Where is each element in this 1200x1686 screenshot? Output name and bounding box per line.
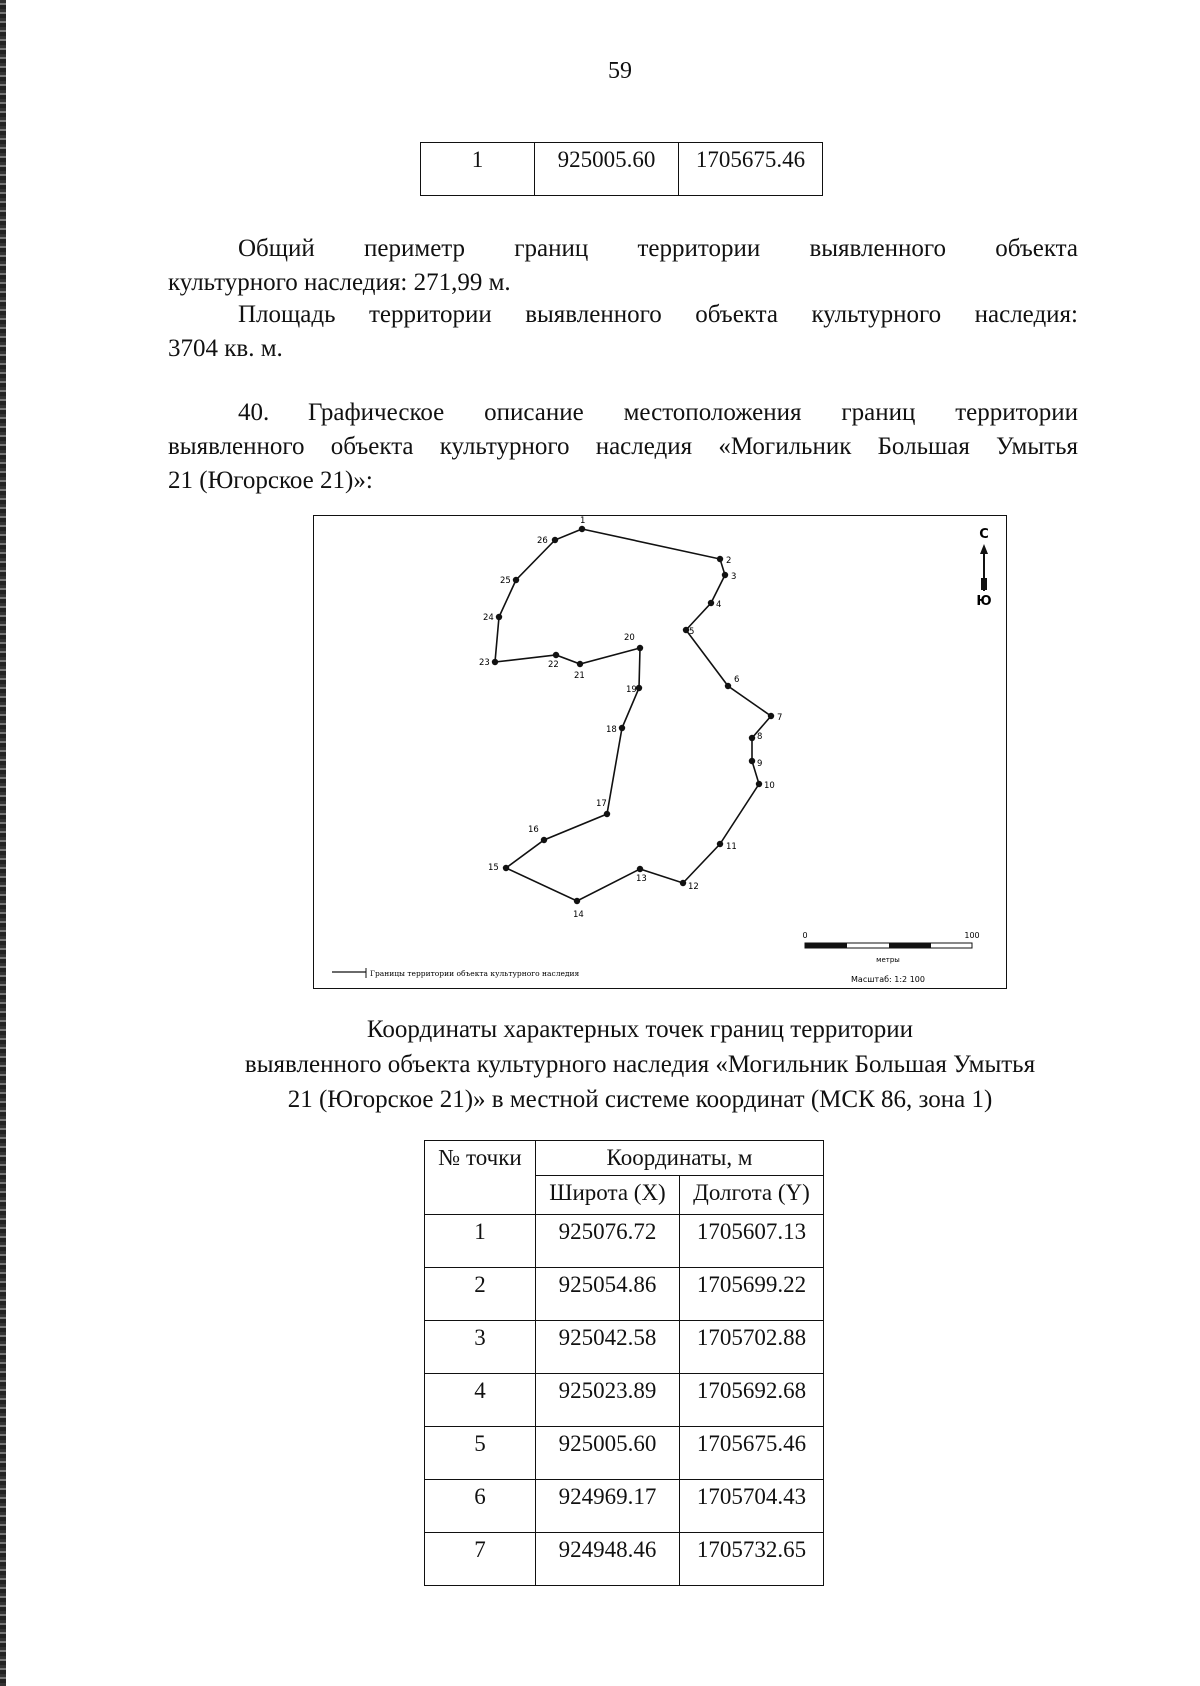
y-coordinate-cell: 1705675.46 [679, 143, 823, 196]
boundary-point-label: 13 [636, 874, 647, 884]
boundary-point-marker [604, 811, 610, 817]
north-label: С [979, 527, 989, 542]
header-point-number: № точки [425, 1141, 536, 1215]
boundary-point-label: 18 [606, 725, 617, 735]
boundary-point-label: 11 [726, 842, 737, 852]
point-number-cell: 5 [425, 1427, 536, 1480]
point-number-cell: 2 [425, 1268, 536, 1321]
section-number: 40. [238, 399, 270, 426]
boundary-point-label: 20 [624, 633, 635, 643]
boundary-point-marker [503, 865, 509, 871]
boundary-point-marker [492, 659, 498, 665]
coordinates-caption [140, 1012, 1140, 1117]
x-coordinate-cell: 924948.46 [536, 1533, 680, 1586]
scan-edge [0, 0, 6, 1686]
boundary-point-label: 25 [500, 576, 511, 586]
y-coordinate-cell: 1705699.22 [680, 1268, 824, 1321]
boundary-point-marker [637, 866, 643, 872]
caption-line-3: 21 (Югорское 21)» в местной системе координат (МСК 86, зона 1) [287, 1086, 993, 1113]
x-coordinate-cell: 925054.86 [536, 1268, 680, 1321]
y-coordinate-cell: 1705607.13 [680, 1215, 824, 1268]
boundary-point-label: 2 [726, 556, 732, 566]
y-coordinate-cell: 1705675.46 [680, 1427, 824, 1480]
boundary-point-marker [717, 841, 723, 847]
boundary-point-label: 8 [757, 732, 763, 742]
boundary-point-marker [577, 661, 583, 667]
scale-bar [802, 931, 979, 984]
boundary-point-marker [496, 614, 502, 620]
boundary-point-label: 3 [731, 572, 737, 582]
boundary-point-label: 12 [688, 882, 699, 892]
scale-zero-label: 0 [802, 931, 808, 940]
boundary-points [479, 516, 782, 920]
header-y: Долгота (Y) [680, 1176, 824, 1215]
x-coordinate-cell: 925023.89 [536, 1374, 680, 1427]
table-row [425, 1268, 824, 1321]
coordinates-table-body [425, 1215, 824, 1586]
table-row [425, 1480, 824, 1533]
table-row [425, 1321, 824, 1374]
boundary-point-marker [717, 556, 723, 562]
south-label: Ю [976, 594, 992, 609]
section-heading [168, 396, 1078, 498]
boundary-point-label: 17 [596, 799, 607, 809]
boundary-point-marker [619, 725, 625, 731]
coordinates-table-continuation [420, 142, 823, 196]
boundary-point-marker [708, 600, 714, 606]
x-coordinate-cell: 925042.58 [536, 1321, 680, 1374]
boundary-point-marker [749, 735, 755, 741]
y-coordinate-cell: 1705732.65 [680, 1533, 824, 1586]
table-row [421, 143, 823, 196]
legend-label: Границы территории объекта культурного наследия [370, 969, 580, 978]
area-line-2: 3704 кв. м. [168, 335, 283, 362]
table-header-row [425, 1141, 824, 1176]
boundary-point-marker [680, 880, 686, 886]
section-line-2: выявленного объекта культурного наследия «Могильник Большая Умытья [168, 433, 1078, 460]
table-row [425, 1215, 824, 1268]
page-number: 59 [608, 58, 632, 84]
point-number-cell: 1 [421, 143, 535, 196]
perimeter-line-1: Общий периметр границ территории выявленного объекта [238, 235, 1078, 262]
table-row [425, 1427, 824, 1480]
boundary-map [313, 515, 1007, 989]
area-paragraph [168, 298, 1078, 366]
x-coordinate-cell: 925005.60 [535, 143, 679, 196]
boundary-point-label: 19 [626, 685, 637, 695]
area-line-1: Площадь территории выявленного объекта культурного наследия: [238, 301, 1078, 328]
north-arrow [976, 527, 991, 609]
section-line-3: 21 (Югорское 21)»: [168, 467, 373, 494]
boundary-point-marker [722, 572, 728, 578]
north-arrow-tail [981, 578, 987, 590]
x-coordinate-cell: 925005.60 [536, 1427, 680, 1480]
perimeter-line-2: культурного наследия: 271,99 м. [168, 269, 511, 296]
boundary-point-marker [725, 683, 731, 689]
boundary-point-label: 6 [734, 675, 740, 685]
y-coordinate-cell: 1705692.68 [680, 1374, 824, 1427]
boundary-point-label: 16 [528, 825, 539, 835]
scale-max-label: 100 [964, 931, 980, 940]
boundary-point-label: 4 [716, 600, 722, 610]
point-number-cell: 7 [425, 1533, 536, 1586]
y-coordinate-cell: 1705702.88 [680, 1321, 824, 1374]
scale-bar-segment [805, 943, 847, 948]
point-number-cell: 6 [425, 1480, 536, 1533]
x-coordinate-cell: 925076.72 [536, 1215, 680, 1268]
point-number-cell: 1 [425, 1215, 536, 1268]
boundary-point-label: 24 [483, 613, 494, 623]
y-coordinate-cell: 1705704.43 [680, 1480, 824, 1533]
table-row [425, 1533, 824, 1586]
scale-units-label: метры [876, 956, 900, 964]
point-number-cell: 4 [425, 1374, 536, 1427]
boundary-point-label: 10 [764, 781, 775, 791]
boundary-point-label: 9 [757, 759, 763, 769]
header-x: Широта (X) [536, 1176, 680, 1215]
boundary-point-label: 22 [548, 660, 559, 670]
legend [332, 968, 580, 978]
boundary-point-marker [637, 645, 643, 651]
scale-ratio-label: Масштаб: 1:2 100 [851, 975, 925, 984]
boundary-map-canvas [314, 516, 1006, 988]
boundary-point-marker [553, 652, 559, 658]
caption-line-1: Координаты характерных точек границ территории [366, 1016, 914, 1043]
section-line-1: 40. Графическое описание местоположения границ территории [168, 396, 1078, 430]
boundary-point-label: 5 [689, 627, 695, 637]
x-coordinate-cell: 924969.17 [536, 1480, 680, 1533]
boundary-point-label: 14 [573, 910, 584, 920]
boundary-point-marker [768, 713, 774, 719]
scale-bar-segment [889, 943, 931, 948]
boundary-point-marker [541, 837, 547, 843]
caption-line-2: выявленного объекта культурного наследия «Могильник Большая Умытья [244, 1051, 1036, 1078]
table-row [425, 1374, 824, 1427]
boundary-point-label: 21 [574, 671, 585, 681]
boundary-point-marker [749, 758, 755, 764]
coordinates-table [424, 1140, 824, 1586]
boundary-point-label: 15 [488, 863, 499, 873]
boundary-point-label: 26 [537, 536, 548, 546]
boundary-point-marker [756, 781, 762, 787]
boundary-point-marker [513, 577, 519, 583]
boundary-point-marker [552, 537, 558, 543]
header-coordinates: Координаты, м [536, 1141, 824, 1176]
boundary-point-label: 1 [580, 516, 586, 526]
boundary-point-label: 23 [479, 658, 490, 668]
boundary-point-marker [579, 526, 585, 532]
perimeter-paragraph [168, 232, 1078, 300]
point-number-cell: 3 [425, 1321, 536, 1374]
boundary-point-marker [574, 898, 580, 904]
boundary-point-label: 7 [777, 713, 783, 723]
